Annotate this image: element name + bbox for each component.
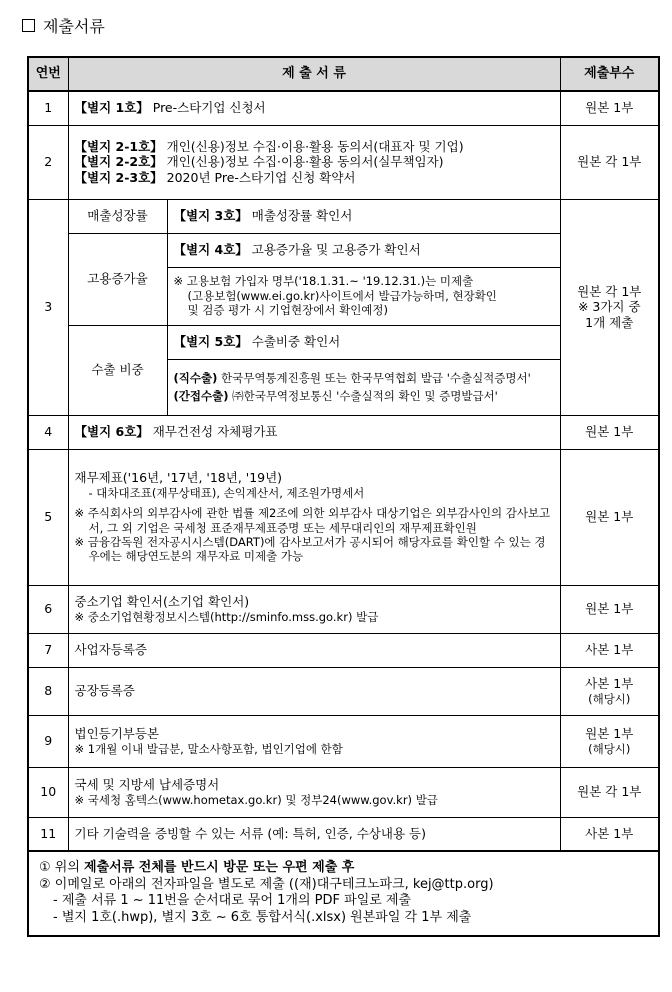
doc-text: ㈜한국무역정보통신 '수출실적의 확인 및 증명발급서' (228, 389, 498, 403)
table-header-row (28, 57, 659, 91)
row-no: 8 (28, 667, 68, 715)
row-doc (68, 91, 560, 125)
doc-text: 한국무역통계진흥원 또는 한국무역협회 발급 '수출실적증명서' (217, 370, 531, 385)
form-tag: 【별지 3호】 (173, 208, 248, 224)
sub-label-export: 수출 비중 (68, 325, 167, 415)
footer-row (28, 851, 659, 936)
checkbox-square-icon (22, 19, 35, 32)
row-doc (68, 767, 560, 817)
note-line: (고용보험(www.ei.go.kr)사이트에서 발급가능하며, 현장확인 (187, 288, 497, 303)
doc-text: 개인(신용)정보 수집·이용·활용 동의서(실무책임자) (162, 154, 444, 170)
copies-line: 원본 1부 (585, 726, 634, 741)
table-row (28, 633, 659, 667)
row-doc (68, 715, 560, 767)
row-copies (560, 715, 659, 767)
row-doc (68, 415, 560, 449)
row-copies: 원본 각 1부 (560, 125, 659, 199)
note-line: ※ 금융감독원 전자공시시스템(DART)에 감사보고서가 공시되어 해당자료를 확인할 수 있는 경우에는 해당연도분의 재무자료 미제출 가능 (74, 535, 546, 564)
doc-text: 재무제표('16년, '17년, '18년, '19년) (74, 470, 283, 486)
note-line: 및 검증 평가 시 기업현장에서 확인예정) (187, 303, 389, 318)
table-row (28, 125, 659, 199)
doc-text: 국세 및 지방세 납세증명서 (74, 777, 220, 792)
copies-line: 사본 1부 (585, 676, 634, 691)
row-no: 2 (28, 125, 68, 199)
row-copies (560, 199, 659, 415)
row-copies: 사본 1부 (560, 817, 659, 851)
row-copies: 원본 1부 (560, 585, 659, 633)
row-no: 1 (28, 91, 68, 125)
form-tag: 【별지 2-2호】 (74, 154, 163, 170)
footer-text: ② 이메일로 아래의 전자파일을 별도로 제출 ((재)대구테크노파크, kej@ttp.org) (39, 876, 494, 892)
table-row (28, 667, 659, 715)
row-no: 9 (28, 715, 68, 767)
row-doc (167, 325, 560, 359)
submission-documents-table (27, 56, 660, 937)
copies-line: 1개 제출 (585, 314, 634, 330)
footer-text: - 별지 1호(.hwp), 별지 3호 ~ 6호 통합서식(.xlsx) 원본파일 각 1부 제출 (53, 909, 472, 925)
table-row (28, 585, 659, 633)
header-copies: 제출부수 (560, 57, 659, 91)
table-row (28, 767, 659, 817)
note-line: ※ 고용보험 가입자 명부('18.1.31.~ '19.12.31.)는 미제출 (173, 274, 474, 289)
row-copies: 원본 각 1부 (560, 767, 659, 817)
header-docs: 제 출 서 류 (68, 57, 560, 91)
doc-text: 개인(신용)정보 수집·이용·활용 동의서(대표자 및 기업) (162, 138, 464, 154)
sub-label-employment: 고용증가율 (68, 233, 167, 325)
row-no: 10 (28, 767, 68, 817)
row-doc (167, 199, 560, 233)
doc-text: 고용증가율 및 고용증가 확인서 (247, 242, 421, 258)
row-doc (68, 585, 560, 633)
row-doc: 사업자등록증 (68, 633, 560, 667)
form-tag: 【별지 2-1호】 (74, 138, 163, 154)
row-copies (560, 667, 659, 715)
direct-export-tag: (직수출) (173, 370, 218, 385)
table-row (28, 91, 659, 125)
row-copies: 사본 1부 (560, 633, 659, 667)
note-line: ※ 국세청 홈텍스(www.hometax.go.kr) 및 정부24(www.gov.kr) 발급 (74, 792, 438, 807)
doc-text: 재무건전성 자체평가표 (148, 424, 278, 440)
doc-subtext: - 대차대조표(재무상태표), 손익계산서, 제조원가명세서 (88, 485, 365, 500)
form-tag: 【별지 6호】 (74, 424, 149, 440)
footer-text: ① 위의 (39, 860, 85, 875)
row-copies: 원본 1부 (560, 415, 659, 449)
row-doc (68, 449, 560, 585)
employment-note (167, 267, 560, 325)
form-tag: 【별지 5호】 (173, 334, 248, 350)
copies-line: (해당시) (588, 741, 631, 756)
footer-emphasis: 제출서류 전체를 반드시 방문 또는 우편 제출 후 (84, 860, 355, 875)
row-no: 5 (28, 449, 68, 585)
row-doc: 기타 기술력을 증빙할 수 있는 서류 (예: 특허, 인증, 수상내용 등) (68, 817, 560, 851)
copies-line: (해당시) (588, 691, 631, 706)
row-no: 11 (28, 817, 68, 851)
copies-line: ※ 3가지 중 (577, 299, 641, 315)
row-no: 4 (28, 415, 68, 449)
form-tag: 【별지 2-3호】 (74, 169, 163, 185)
footer-text: - 제출 서류 1 ~ 11번을 순서대로 묶어 1개의 PDF 파일로 제출 (53, 893, 412, 909)
row-doc (167, 233, 560, 267)
doc-text: 법인등기부등본 (74, 726, 160, 741)
table-row (28, 449, 659, 585)
section-heading-text: 제출서류 (43, 17, 105, 36)
row-doc (68, 125, 560, 199)
row-no: 7 (28, 633, 68, 667)
note-line: ※ 1개월 이내 발급분, 말소사항포함, 법인기업에 한함 (74, 741, 343, 756)
section-heading (22, 14, 105, 37)
export-detail (167, 359, 560, 415)
row-no: 3 (28, 199, 68, 415)
doc-text: 매출성장률 확인서 (247, 208, 353, 224)
form-tag: 【별지 1호】 (74, 100, 149, 116)
table-row (28, 715, 659, 767)
indirect-export-tag: (간접수출) (173, 389, 229, 403)
row-copies: 원본 1부 (560, 91, 659, 125)
note-line: ※ 중소기업현황정보시스템(http://sminfo.mss.go.kr) 발급 (74, 609, 379, 624)
doc-text: 수출비중 확인서 (247, 334, 341, 350)
row-no: 6 (28, 585, 68, 633)
row-copies: 원본 1부 (560, 449, 659, 585)
doc-text: 2020년 Pre-스타기업 신청 확약서 (162, 169, 356, 185)
table-row (28, 199, 659, 233)
header-no: 연번 (28, 57, 68, 91)
row-doc: 공장등록증 (68, 667, 560, 715)
doc-text: Pre-스타기업 신청서 (148, 100, 266, 116)
doc-text: 중소기업 확인서(소기업 확인서) (74, 594, 250, 609)
note-line: ※ 주식회사의 외부감사에 관한 법률 제2조에 의한 외부감사 대상기업은 외부감사인의 감사보고서, 그 외 기업은 국세청 표준재무제표증명 또는 세무대리인의 재무제표확인원 (74, 506, 551, 535)
sub-label-sales: 매출성장률 (68, 199, 167, 233)
table-row (28, 817, 659, 851)
table-row (28, 415, 659, 449)
footer-notes (28, 851, 659, 936)
copies-line: 원본 각 1부 (577, 283, 642, 299)
form-tag: 【별지 4호】 (173, 242, 248, 258)
